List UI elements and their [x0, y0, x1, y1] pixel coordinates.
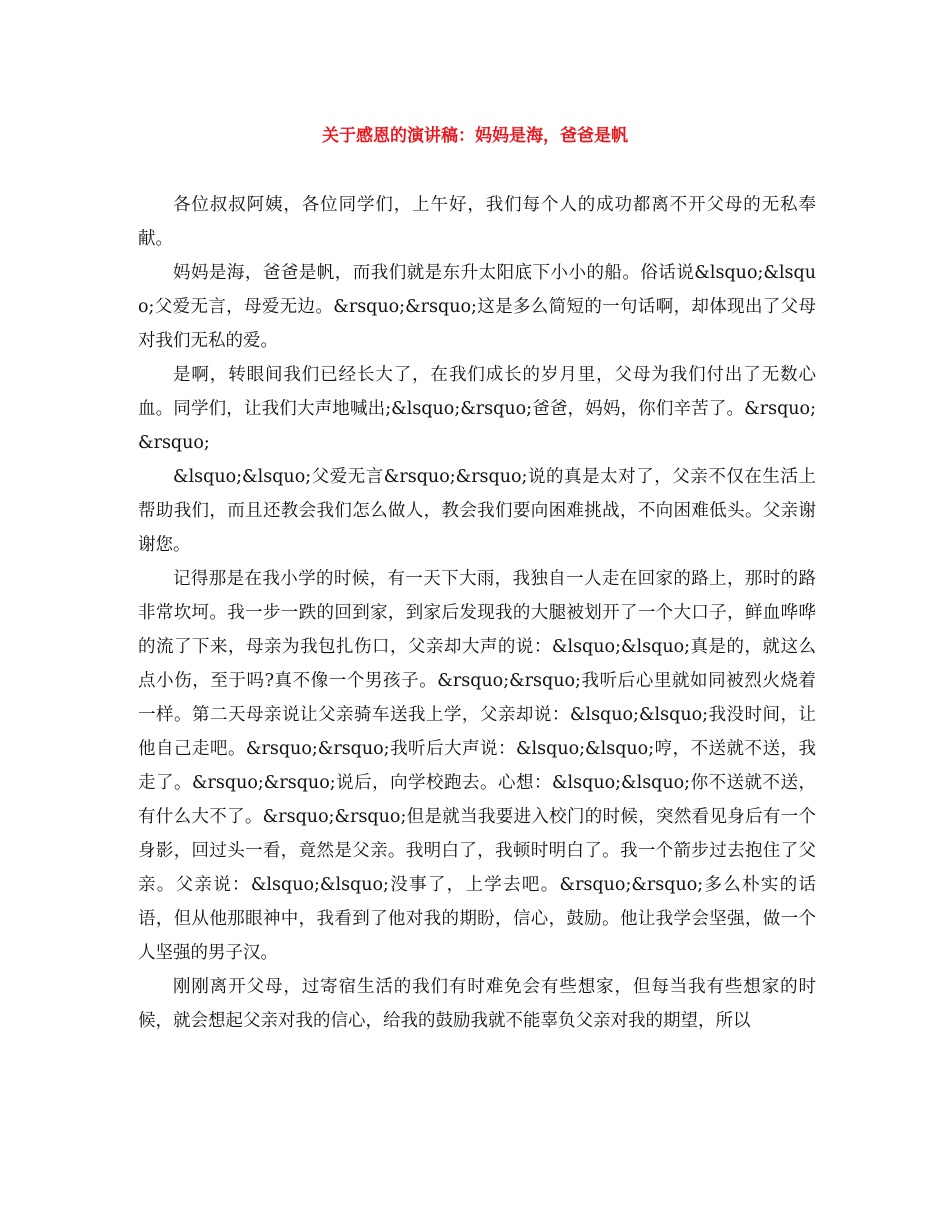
- document-body: [138, 188, 816, 1038]
- paragraph-boarding-life: 刚刚离开父母，过寄宿生活的我们有时难免会有些想家，但每当我有些想家的时候，就会想起父亲对我的信心，给我的鼓励我就不能辜负父亲对我的期望，所以: [138, 977, 816, 1031]
- paragraph-father-love: &lsquo;&lsquo;父爱无言&rsquo;&rsquo;说的真是太对了，父亲不仅在生活上帮助我们，而且还教会我们怎么做人，教会我们要向困难挑战，不向困难低头。父亲谢谢您。: [138, 467, 816, 555]
- paragraph-memory-rain: 记得那是在我小学的时候，有一天下大雨，我独自一人走在回家的路上，那时的路非常坎坷。我一步一跌的回到家，到家后发现我的大腿被划开了一个大口子，鲜血哗哗的流了下来，母亲为我包扎伤口，父亲却大声的说：&lsquo;&lsquo;真是的，就这么点小伤，至于吗?真不像一个男孩子。&rsquo;&rsquo;我听后心里就如同被烈火烧着一样。第二天母亲说让父亲骑车送我上学，父亲却说：&lsquo;&lsquo;我没时间，让他自己走吧。&rsquo;&rsquo;我听后大声说：&lsquo;&lsquo;哼，不送就不送，我走了。&rsquo;&rsquo;说后，向学校跑去。心想：&lsquo;&lsquo;你不送就不送，有什么大不了。&rsquo;&rsquo;但是就当我要进入校门的时候，突然看见身后有一个身影，回过头一看，竟然是父亲。我明白了，我顿时明白了。我一个箭步过去抱住了父亲。父亲说：&lsquo;&lsquo;没事了，上学去吧。&rsquo;&rsquo;多么朴实的话语，但从他那眼神中，我看到了他对我的期盼，信心，鼓励。他让我学会坚强，做一个人坚强的男子汉。: [138, 569, 816, 963]
- paragraph-mother-sea: 妈妈是海，爸爸是帆，而我们就是东升太阳底下小小的船。俗话说&lsquo;&lsquo;父爱无言，母爱无边。&rsquo;&rsquo;这是多么简短的一句话啊，却体现出了父母对我们无私的爱。: [138, 263, 816, 351]
- paragraph-greeting: 各位叔叔阿姨，各位同学们，上午好，我们每个人的成功都离不开父母的无私奉献。: [138, 195, 816, 249]
- paragraph-growing-up: 是啊，转眼间我们已经长大了，在我们成长的岁月里，父母为我们付出了无数心血。同学们，让我们大声地喊出;&lsquo;&rsquo;爸爸，妈妈，你们辛苦了。&rsquo;&rsquo;: [138, 365, 816, 453]
- document-title: 关于感恩的演讲稿：妈妈是海，爸爸是帆: [322, 126, 628, 146]
